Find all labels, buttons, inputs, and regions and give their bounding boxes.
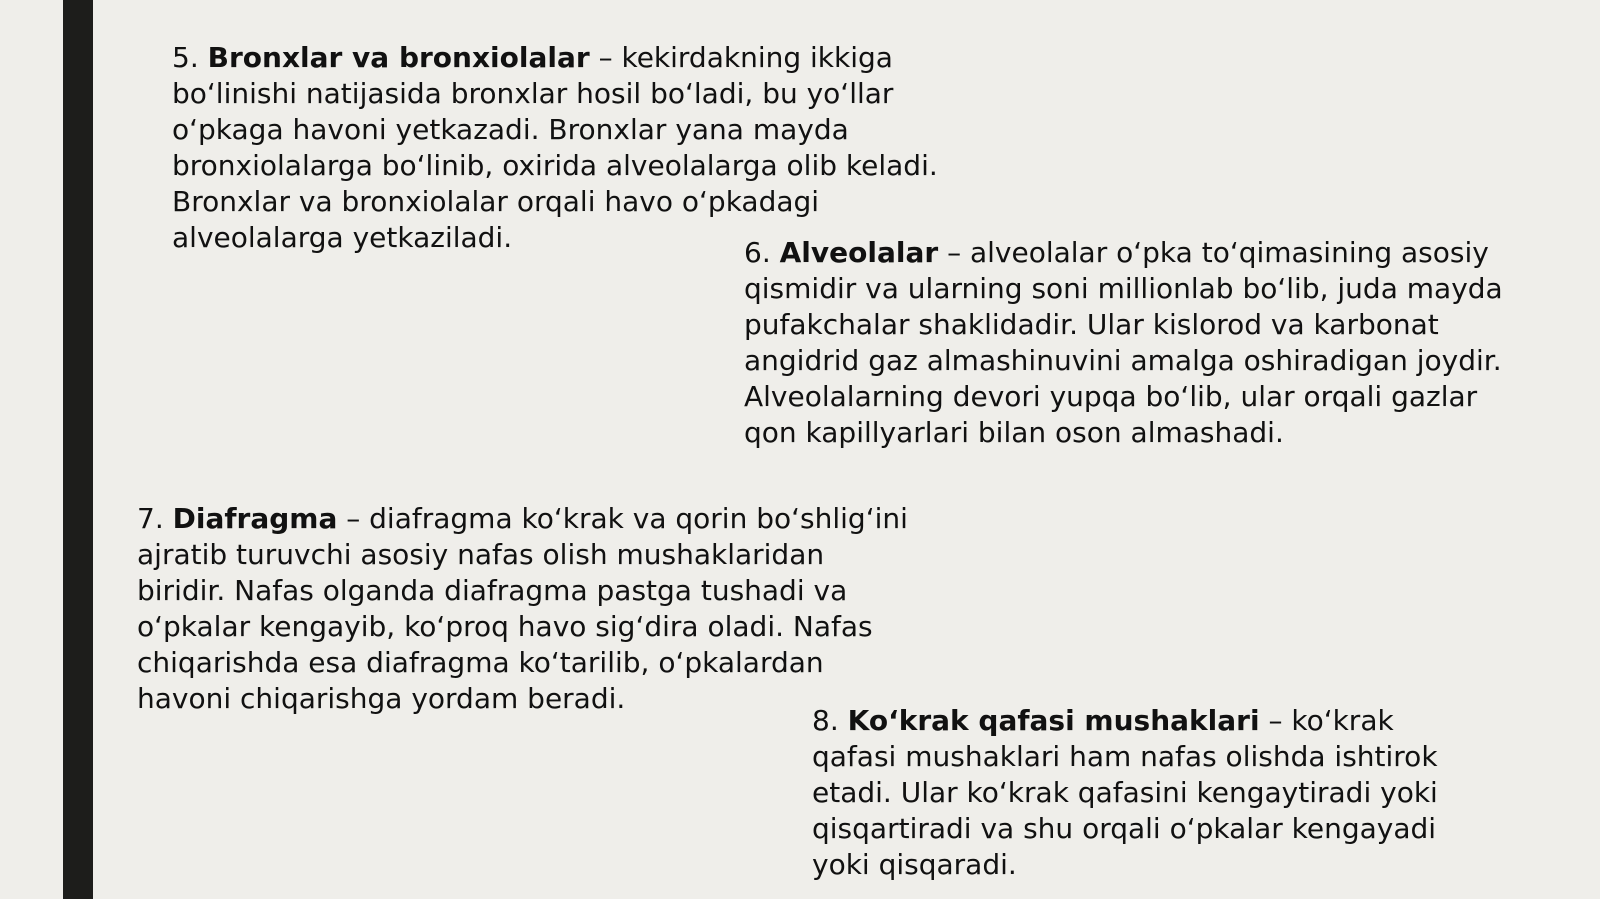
item-title: Ko‘krak qafasi mushaklari <box>847 704 1260 737</box>
text-block-diafragma <box>137 501 917 717</box>
item-text: – ko‘krak qafasi mushaklari ham nafas olishda ishtirok etadi. Ular ko‘krak qafasini kengaytiradi yoki qisqartiradi va shu orqali o‘pkalar kengayadi yoki qisqaradi. <box>812 704 1438 881</box>
text-block-kokrak-qafasi <box>812 703 1532 883</box>
item-text: – alveolalar o‘pka to‘qimasining asosiy qismidir va ularning soni millionlab bo‘lib, juda mayda pufakchalar shaklidadir. Ular kislorod va karbonat angidrid gaz almashinuvini amalga oshiradigan joydir. Alveolalarning devori yupqa bo‘lib, ular orqali gazlar qon kapillyarlari bilan oson almashadi. <box>744 236 1503 449</box>
left-accent-bar <box>63 0 93 899</box>
item-title: Alveolalar <box>779 236 939 269</box>
text-block-bronxlar <box>172 40 952 256</box>
item-title: Bronxlar va bronxiolalar <box>207 41 590 74</box>
item-text: – diafragma ko‘krak va qorin bo‘shlig‘ini ajratib turuvchi asosiy nafas olish mushaklaridan biridir. Nafas olganda diafragma pastga tushadi va o‘pkalar kengayib, ko‘proq havo sig‘dira oladi. Nafas chiqarishda esa diafragma ko‘tarilib, o‘pkalardan havoni chiqarishga yordam beradi. <box>137 502 908 715</box>
item-number: 8. <box>812 704 848 737</box>
text-block-alveolalar <box>744 235 1544 451</box>
item-title: Diafragma <box>172 502 338 535</box>
item-number: 5. <box>172 41 208 74</box>
item-number: 6. <box>744 236 780 269</box>
item-number: 7. <box>137 502 173 535</box>
item-text: – kekirdakning ikkiga bo‘linishi natijasida bronxlar hosil bo‘ladi, bu yo‘llar o‘pkaga havoni yetkazadi. Bronxlar yana mayda bronxiolalarga bo‘linib, oxirida alveolalarga olib keladi. Bronxlar va bronxiolalar orqali havo o‘pkadagi alveolalarga yetkaziladi. <box>172 41 938 254</box>
